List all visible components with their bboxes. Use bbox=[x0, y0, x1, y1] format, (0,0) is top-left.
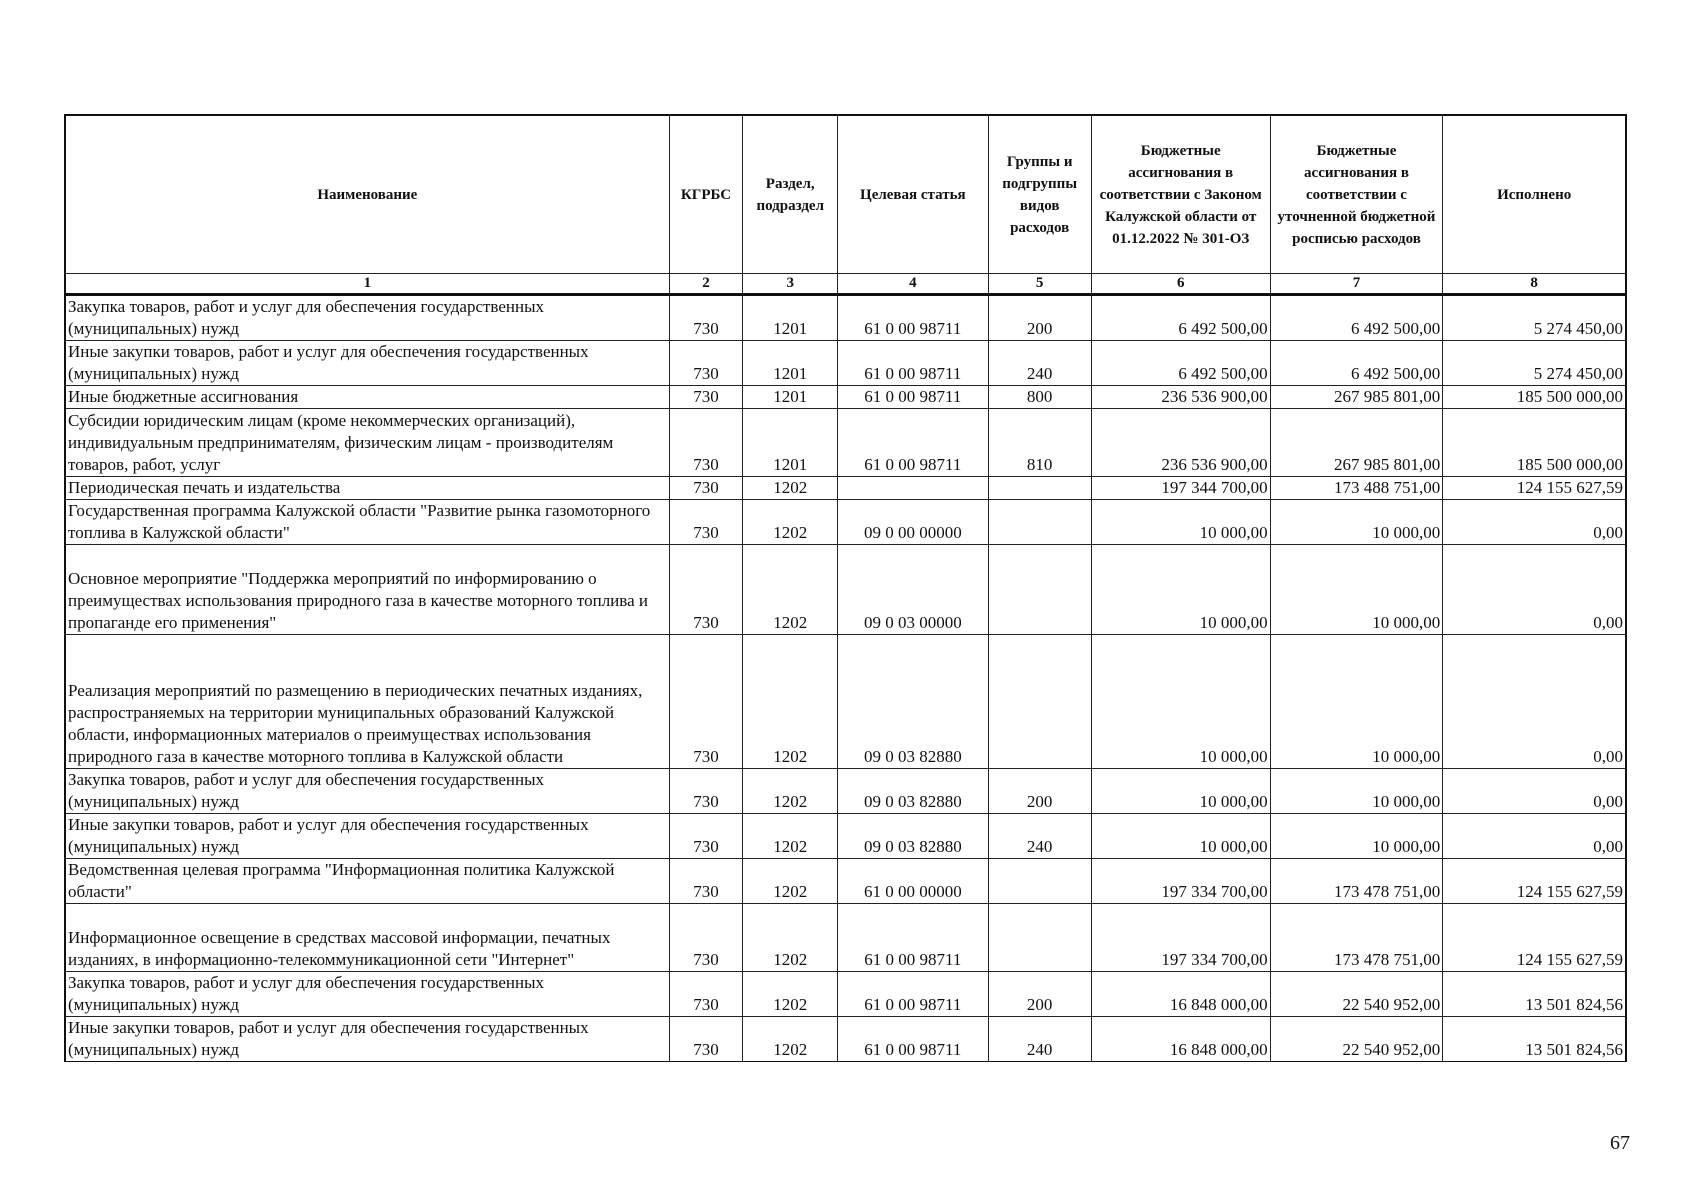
page-number: 67 bbox=[1610, 1132, 1630, 1154]
row-executed: 5 274 450,00 bbox=[1443, 295, 1626, 341]
row-refined-allocation: 10 000,00 bbox=[1270, 635, 1443, 769]
row-executed: 185 500 000,00 bbox=[1443, 409, 1626, 477]
row-kgrbs: 730 bbox=[669, 409, 743, 477]
column-number: 2 bbox=[669, 274, 743, 295]
row-refined-allocation: 22 540 952,00 bbox=[1270, 1017, 1443, 1062]
row-kgrbs: 730 bbox=[669, 1017, 743, 1062]
table-row bbox=[65, 972, 1626, 1017]
row-target-article: 61 0 00 98711 bbox=[838, 1017, 989, 1062]
row-target-article: 61 0 00 98711 bbox=[838, 972, 989, 1017]
header-gruppy: Группы и подгруппы видов расходов bbox=[988, 115, 1091, 274]
row-refined-allocation: 10 000,00 bbox=[1270, 769, 1443, 814]
row-refined-allocation: 22 540 952,00 bbox=[1270, 972, 1443, 1017]
table-row bbox=[65, 341, 1626, 386]
row-refined-allocation: 6 492 500,00 bbox=[1270, 341, 1443, 386]
row-name: Основное мероприятие "Поддержка мероприятий по информированию о преимуществах использования природного газа в качестве моторного топлива и пропаганде его применения" bbox=[65, 545, 669, 635]
row-law-allocation: 197 344 700,00 bbox=[1091, 477, 1270, 500]
row-expense-group: 200 bbox=[988, 972, 1091, 1017]
table-row bbox=[65, 386, 1626, 409]
table-body bbox=[65, 295, 1626, 1062]
row-law-allocation: 197 334 700,00 bbox=[1091, 904, 1270, 972]
row-target-article: 61 0 00 00000 bbox=[838, 859, 989, 904]
row-razdel: 1202 bbox=[743, 814, 838, 859]
row-target-article: 09 0 00 00000 bbox=[838, 500, 989, 545]
row-razdel: 1201 bbox=[743, 341, 838, 386]
row-kgrbs: 730 bbox=[669, 545, 743, 635]
row-law-allocation: 6 492 500,00 bbox=[1091, 341, 1270, 386]
column-number: 8 bbox=[1443, 274, 1626, 295]
row-executed: 0,00 bbox=[1443, 814, 1626, 859]
row-razdel: 1202 bbox=[743, 904, 838, 972]
row-target-article: 09 0 03 82880 bbox=[838, 814, 989, 859]
row-target-article: 09 0 03 82880 bbox=[838, 769, 989, 814]
row-razdel: 1202 bbox=[743, 1017, 838, 1062]
row-executed: 5 274 450,00 bbox=[1443, 341, 1626, 386]
row-law-allocation: 16 848 000,00 bbox=[1091, 1017, 1270, 1062]
row-razdel: 1201 bbox=[743, 409, 838, 477]
row-razdel: 1202 bbox=[743, 545, 838, 635]
row-expense-group bbox=[988, 545, 1091, 635]
table-row bbox=[65, 769, 1626, 814]
header-rospis: Бюджетные ассигнования в соответствии с уточненной бюджетной росписью расходов bbox=[1270, 115, 1443, 274]
row-name: Закупка товаров, работ и услуг для обеспечения государственных (муниципальных) нужд bbox=[65, 769, 669, 814]
row-kgrbs: 730 bbox=[669, 972, 743, 1017]
row-law-allocation: 10 000,00 bbox=[1091, 814, 1270, 859]
row-law-allocation: 197 334 700,00 bbox=[1091, 859, 1270, 904]
table-row bbox=[65, 859, 1626, 904]
row-expense-group: 240 bbox=[988, 341, 1091, 386]
column-number: 6 bbox=[1091, 274, 1270, 295]
row-executed: 0,00 bbox=[1443, 500, 1626, 545]
row-expense-group: 200 bbox=[988, 295, 1091, 341]
table-row bbox=[65, 814, 1626, 859]
row-name: Иные закупки товаров, работ и услуг для обеспечения государственных (муниципальных) нужд bbox=[65, 1017, 669, 1062]
row-executed: 13 501 824,56 bbox=[1443, 972, 1626, 1017]
row-kgrbs: 730 bbox=[669, 477, 743, 500]
header-name: Наименование bbox=[65, 115, 669, 274]
row-refined-allocation: 10 000,00 bbox=[1270, 545, 1443, 635]
table-row bbox=[65, 635, 1626, 769]
row-target-article: 61 0 00 98711 bbox=[838, 341, 989, 386]
row-razdel: 1202 bbox=[743, 859, 838, 904]
table-row bbox=[65, 500, 1626, 545]
row-razdel: 1201 bbox=[743, 295, 838, 341]
column-number-row bbox=[65, 274, 1626, 295]
row-law-allocation: 10 000,00 bbox=[1091, 769, 1270, 814]
table-row bbox=[65, 409, 1626, 477]
row-kgrbs: 730 bbox=[669, 500, 743, 545]
row-razdel: 1202 bbox=[743, 477, 838, 500]
header-ispolneno: Исполнено bbox=[1443, 115, 1626, 274]
row-kgrbs: 730 bbox=[669, 295, 743, 341]
row-name: Периодическая печать и издательства bbox=[65, 477, 669, 500]
row-law-allocation: 16 848 000,00 bbox=[1091, 972, 1270, 1017]
row-kgrbs: 730 bbox=[669, 859, 743, 904]
row-kgrbs: 730 bbox=[669, 814, 743, 859]
row-name: Реализация мероприятий по размещению в периодических печатных изданиях, распространяемых на территории муниципальных образований Калужской области, информационных материалов о преимуществах использования природного газа в качестве моторного топлива в Калужской области bbox=[65, 635, 669, 769]
table-row bbox=[65, 904, 1626, 972]
row-razdel: 1202 bbox=[743, 972, 838, 1017]
column-number: 5 bbox=[988, 274, 1091, 295]
row-executed: 0,00 bbox=[1443, 545, 1626, 635]
row-law-allocation: 6 492 500,00 bbox=[1091, 295, 1270, 341]
column-number: 7 bbox=[1270, 274, 1443, 295]
row-executed: 124 155 627,59 bbox=[1443, 477, 1626, 500]
row-expense-group bbox=[988, 904, 1091, 972]
row-kgrbs: 730 bbox=[669, 769, 743, 814]
row-expense-group bbox=[988, 477, 1091, 500]
row-target-article: 09 0 03 82880 bbox=[838, 635, 989, 769]
row-expense-group: 200 bbox=[988, 769, 1091, 814]
row-name: Закупка товаров, работ и услуг для обеспечения государственных (муниципальных) нужд bbox=[65, 972, 669, 1017]
row-expense-group: 240 bbox=[988, 814, 1091, 859]
table-row bbox=[65, 477, 1626, 500]
row-kgrbs: 730 bbox=[669, 635, 743, 769]
row-kgrbs: 730 bbox=[669, 341, 743, 386]
row-expense-group bbox=[988, 500, 1091, 545]
row-name: Иные закупки товаров, работ и услуг для обеспечения государственных (муниципальных) нужд bbox=[65, 814, 669, 859]
row-refined-allocation: 173 488 751,00 bbox=[1270, 477, 1443, 500]
row-executed: 13 501 824,56 bbox=[1443, 1017, 1626, 1062]
row-law-allocation: 236 536 900,00 bbox=[1091, 409, 1270, 477]
row-expense-group: 810 bbox=[988, 409, 1091, 477]
row-name: Информационное освещение в средствах массовой информации, печатных изданиях, в информационно-телекоммуникационной сети "Интернет" bbox=[65, 904, 669, 972]
row-refined-allocation: 267 985 801,00 bbox=[1270, 386, 1443, 409]
column-number: 3 bbox=[743, 274, 838, 295]
row-expense-group: 240 bbox=[988, 1017, 1091, 1062]
row-refined-allocation: 173 478 751,00 bbox=[1270, 904, 1443, 972]
row-name: Ведомственная целевая программа "Информационная политика Калужской области" bbox=[65, 859, 669, 904]
table-row bbox=[65, 1017, 1626, 1062]
row-razdel: 1202 bbox=[743, 635, 838, 769]
row-target-article bbox=[838, 477, 989, 500]
row-refined-allocation: 267 985 801,00 bbox=[1270, 409, 1443, 477]
row-executed: 124 155 627,59 bbox=[1443, 904, 1626, 972]
row-refined-allocation: 6 492 500,00 bbox=[1270, 295, 1443, 341]
column-number: 4 bbox=[838, 274, 989, 295]
row-refined-allocation: 173 478 751,00 bbox=[1270, 859, 1443, 904]
row-expense-group: 800 bbox=[988, 386, 1091, 409]
row-law-allocation: 10 000,00 bbox=[1091, 500, 1270, 545]
column-number: 1 bbox=[65, 274, 669, 295]
row-refined-allocation: 10 000,00 bbox=[1270, 814, 1443, 859]
row-law-allocation: 10 000,00 bbox=[1091, 635, 1270, 769]
row-target-article: 61 0 00 98711 bbox=[838, 904, 989, 972]
row-target-article: 61 0 00 98711 bbox=[838, 386, 989, 409]
row-kgrbs: 730 bbox=[669, 904, 743, 972]
row-executed: 0,00 bbox=[1443, 635, 1626, 769]
row-law-allocation: 236 536 900,00 bbox=[1091, 386, 1270, 409]
row-name: Закупка товаров, работ и услуг для обеспечения государственных (муниципальных) нужд bbox=[65, 295, 669, 341]
header-statya: Целевая статья bbox=[838, 115, 989, 274]
row-expense-group bbox=[988, 859, 1091, 904]
header-razdel: Раздел, подраздел bbox=[743, 115, 838, 274]
table-row bbox=[65, 545, 1626, 635]
row-expense-group bbox=[988, 635, 1091, 769]
row-razdel: 1201 bbox=[743, 386, 838, 409]
row-target-article: 61 0 00 98711 bbox=[838, 409, 989, 477]
row-target-article: 09 0 03 00000 bbox=[838, 545, 989, 635]
row-razdel: 1202 bbox=[743, 500, 838, 545]
row-refined-allocation: 10 000,00 bbox=[1270, 500, 1443, 545]
row-name: Государственная программа Калужской области "Развитие рынка газомоторного топлива в Калужской области" bbox=[65, 500, 669, 545]
row-kgrbs: 730 bbox=[669, 386, 743, 409]
row-executed: 0,00 bbox=[1443, 769, 1626, 814]
row-executed: 124 155 627,59 bbox=[1443, 859, 1626, 904]
row-name: Иные закупки товаров, работ и услуг для обеспечения государственных (муниципальных) нужд bbox=[65, 341, 669, 386]
row-razdel: 1202 bbox=[743, 769, 838, 814]
table-row bbox=[65, 295, 1626, 341]
table-header-row bbox=[65, 115, 1626, 274]
row-executed: 185 500 000,00 bbox=[1443, 386, 1626, 409]
row-target-article: 61 0 00 98711 bbox=[838, 295, 989, 341]
row-name: Субсидии юридическим лицам (кроме некоммерческих организаций), индивидуальным предпринимателям, физическим лицам - производителям товаров, работ, услуг bbox=[65, 409, 669, 477]
header-kgrbs: КГРБС bbox=[669, 115, 743, 274]
budget-table bbox=[64, 114, 1627, 1062]
row-name: Иные бюджетные ассигнования bbox=[65, 386, 669, 409]
header-zakon: Бюджетные ассигнования в соответствии с Законом Калужской области от 01.12.2022 № 301-ОЗ bbox=[1091, 115, 1270, 274]
row-law-allocation: 10 000,00 bbox=[1091, 545, 1270, 635]
